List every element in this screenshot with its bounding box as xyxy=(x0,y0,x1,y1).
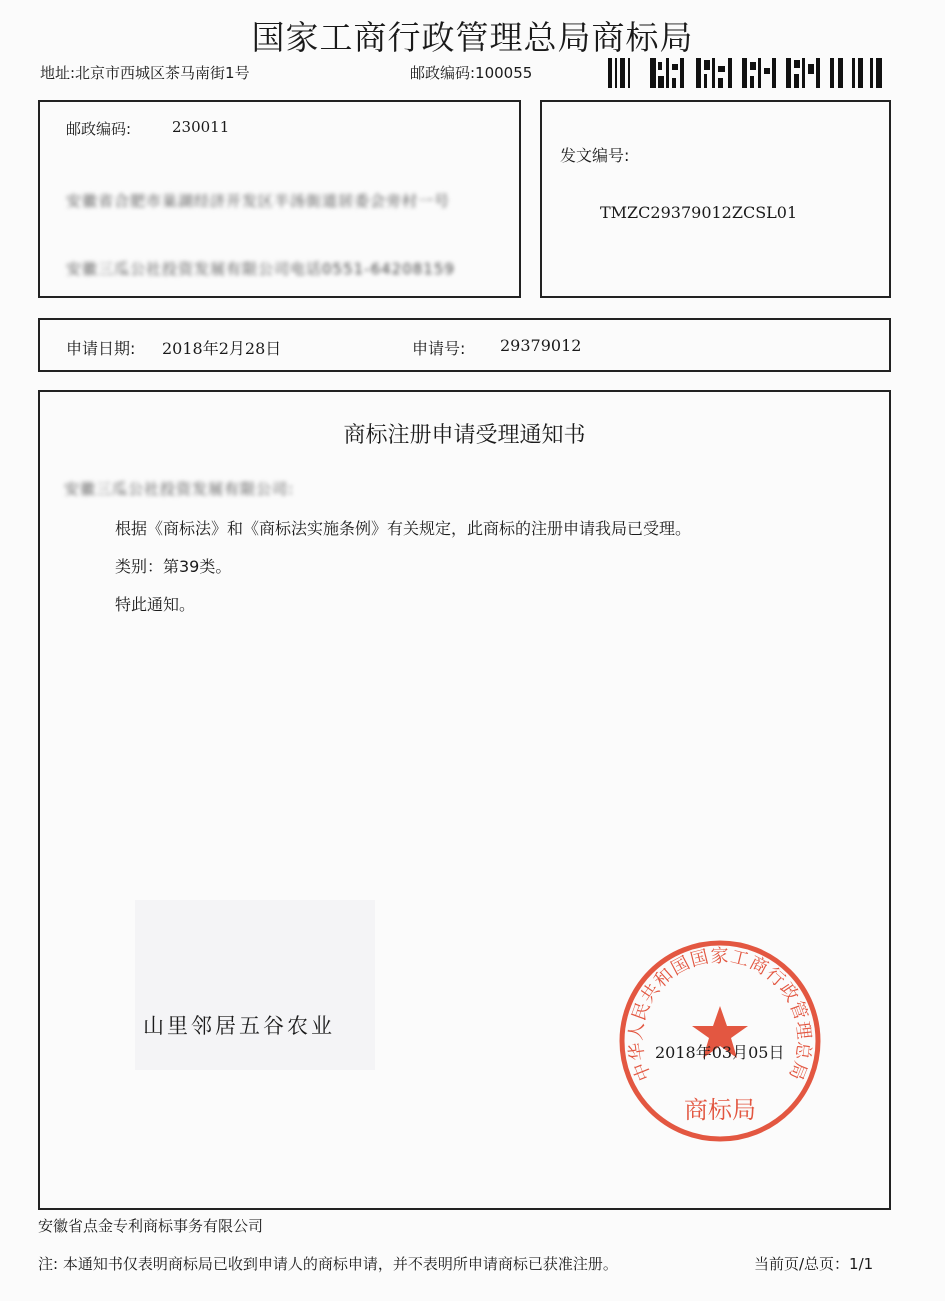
trademark-sample-text: 山里邻居五谷农业 xyxy=(143,1014,335,1038)
recipient-postcode-label: 邮政编码: xyxy=(66,120,132,138)
recipient-company-redacted: 安徽三瓜公社投资发展有限公司电话0551-64208159 xyxy=(66,260,455,278)
doc-number-box xyxy=(540,100,891,298)
seal-ring-text: 中华人民共和国国家工商行政管理总局 xyxy=(625,945,815,1084)
barcode xyxy=(608,58,886,88)
trademark-sample-area xyxy=(135,900,375,1070)
notice-line-1: 根据《商标法》和《商标法实施条例》有关规定，此商标的注册申请我局已受理。 xyxy=(115,519,692,538)
notice-title: 商标注册申请受理通知书 xyxy=(343,423,586,448)
application-number-value: 29379012 xyxy=(500,336,582,355)
seal-center-text: 商标局 xyxy=(684,1096,756,1124)
office-address: 地址:北京市西城区茶马南街1号 xyxy=(40,64,250,82)
application-date-label: 申请日期: xyxy=(66,339,136,358)
doc-number-value: TMZC29379012ZCSL01 xyxy=(600,203,798,222)
application-date-value: 2018年2月28日 xyxy=(162,339,282,358)
page-indicator: 当前页/总页：1/1 xyxy=(754,1255,874,1273)
notice-line-3: 特此通知。 xyxy=(115,595,196,614)
page-title: 国家工商行政管理总局商标局 xyxy=(251,18,694,57)
agent-name: 安徽省点金专利商标事务有限公司 xyxy=(38,1217,264,1235)
recipient-address-redacted: 安徽省合肥市巢湖经济开发区半汤街道居委会旁村一号 xyxy=(66,192,451,210)
recipient-postcode-value: 230011 xyxy=(172,118,230,136)
notice-addressee-redacted: 安徽三瓜公社投资发展有限公司: xyxy=(64,480,295,498)
doc-number-label: 发文编号: xyxy=(560,146,630,165)
office-postcode: 邮政编码:100055 xyxy=(410,64,533,82)
footer-note: 注: 本通知书仅表明商标局已收到申请人的商标申请，并不表明所申请商标已获准注册。 xyxy=(38,1255,618,1273)
notice-line-2: 类别：第39类。 xyxy=(115,557,232,576)
notice-date: 2018年03月05日 xyxy=(655,1043,785,1062)
application-number-label: 申请号: xyxy=(412,339,466,358)
